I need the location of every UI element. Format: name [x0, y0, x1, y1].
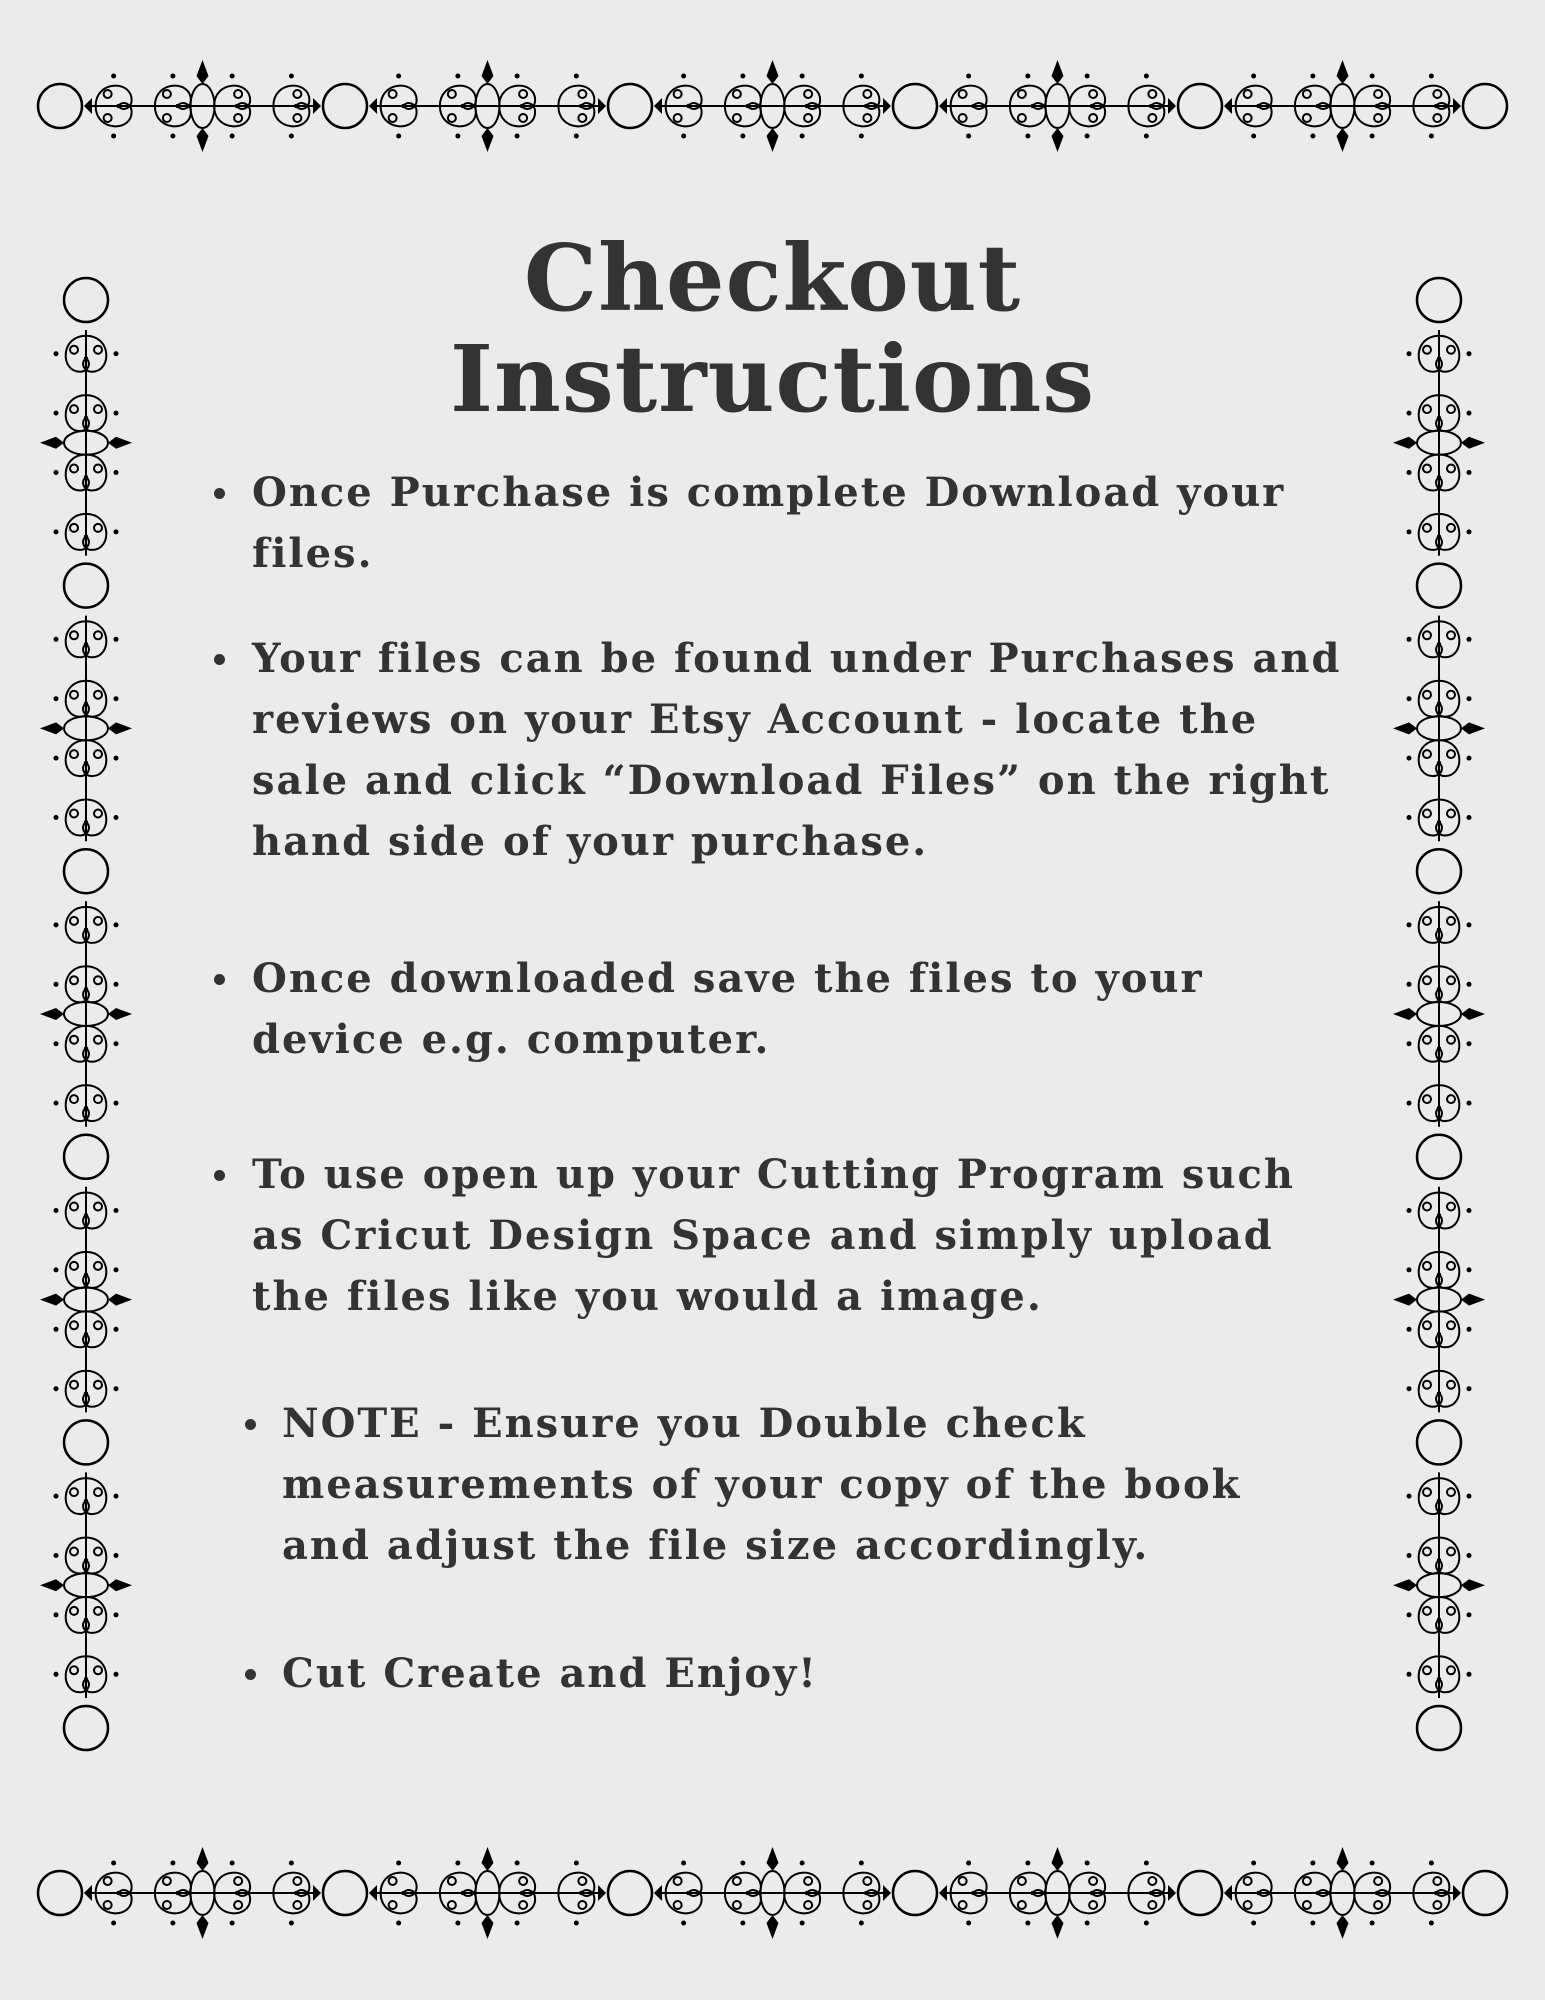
- ornament-motif: [1393, 1472, 1485, 1698]
- ornament-motif: [939, 1847, 1176, 1939]
- ornament-motif: [40, 901, 132, 1127]
- bullet-icon: [214, 1170, 225, 1181]
- ornament-ring: [1178, 1871, 1222, 1915]
- bottom-ornamental-border: [36, 1843, 1509, 1943]
- ornament-motif: [654, 60, 891, 152]
- ornament-motif: [1393, 901, 1485, 1127]
- bullet-icon: [245, 1669, 256, 1680]
- ornament-ring: [608, 84, 652, 128]
- ornament-ring: [893, 1871, 937, 1915]
- instruction-item-note: [282, 1393, 1342, 1576]
- ornament-ring: [64, 1706, 108, 1750]
- ornament-ring: [1178, 84, 1222, 128]
- top-ornamental-border: [36, 56, 1509, 156]
- ornament-ring: [1463, 84, 1507, 128]
- ornament-ring: [323, 84, 367, 128]
- ornament-motif: [369, 60, 606, 152]
- ornament-motif: [654, 1847, 891, 1939]
- ornament-ring: [1417, 849, 1461, 893]
- ornament-ring: [323, 1871, 367, 1915]
- ornament-ring: [64, 564, 108, 608]
- instruction-text: Once downloaded save the files to your device e.g. computer.: [252, 955, 1204, 1063]
- ornament-motif: [369, 1847, 606, 1939]
- bullet-icon: [214, 974, 225, 985]
- ornament-ring: [893, 84, 937, 128]
- ornament-motif: [1393, 616, 1485, 842]
- bullet-icon: [214, 654, 225, 665]
- ornament-motif: [40, 616, 132, 842]
- ornament-ring: [1417, 1420, 1461, 1464]
- ornament-motif: [40, 330, 132, 556]
- left-ornamental-border: [36, 276, 136, 1752]
- ornament-motif: [1224, 60, 1461, 152]
- ornament-motif: [40, 1187, 132, 1413]
- instruction-item-upload: [252, 1144, 1342, 1327]
- ornament-ring: [1417, 564, 1461, 608]
- ornament-motif: [84, 1847, 321, 1939]
- instruction-text: To use open up your Cutting Program such as Cricut Design Space and simply upload the files like you would a image.: [252, 1151, 1295, 1320]
- instruction-text: Cut Create and Enjoy!: [282, 1650, 818, 1697]
- ornament-motif: [40, 1472, 132, 1698]
- instruction-item-download: [252, 462, 1342, 584]
- ornament-ring: [1417, 1706, 1461, 1750]
- bullet-icon: [214, 488, 225, 499]
- instruction-item-save-files: [252, 948, 1342, 1070]
- ornament-motif: [84, 60, 321, 152]
- instruction-item-locate-files: [252, 628, 1342, 872]
- ornament-ring: [64, 278, 108, 322]
- ornament-ring: [608, 1871, 652, 1915]
- ornament-ring: [1463, 1871, 1507, 1915]
- bullet-icon: [245, 1419, 256, 1430]
- instruction-item-enjoy: [282, 1643, 1342, 1704]
- instruction-text: Once Purchase is complete Download your files.: [252, 469, 1286, 577]
- ornament-motif: [1224, 1847, 1461, 1939]
- page-title: Checkout Instructions: [449, 224, 1096, 434]
- ornament-motif: [1393, 330, 1485, 556]
- ornament-ring: [64, 849, 108, 893]
- ornament-ring: [1417, 278, 1461, 322]
- ornament-ring: [38, 1871, 82, 1915]
- ornament-ring: [64, 1420, 108, 1464]
- ornament-ring: [38, 84, 82, 128]
- instruction-text: Your files can be found under Purchases and reviews on your Etsy Account - locate the sale and click “Download Files” on the right hand side of your purchase.: [252, 635, 1342, 865]
- instruction-text: NOTE - Ensure you Double check measurements of your copy of the book and adjust the file size accordingly.: [282, 1400, 1242, 1569]
- ornament-ring: [1417, 1135, 1461, 1179]
- ornament-motif: [1393, 1187, 1485, 1413]
- ornament-ring: [64, 1135, 108, 1179]
- right-ornamental-border: [1389, 276, 1489, 1752]
- ornament-motif: [939, 60, 1176, 152]
